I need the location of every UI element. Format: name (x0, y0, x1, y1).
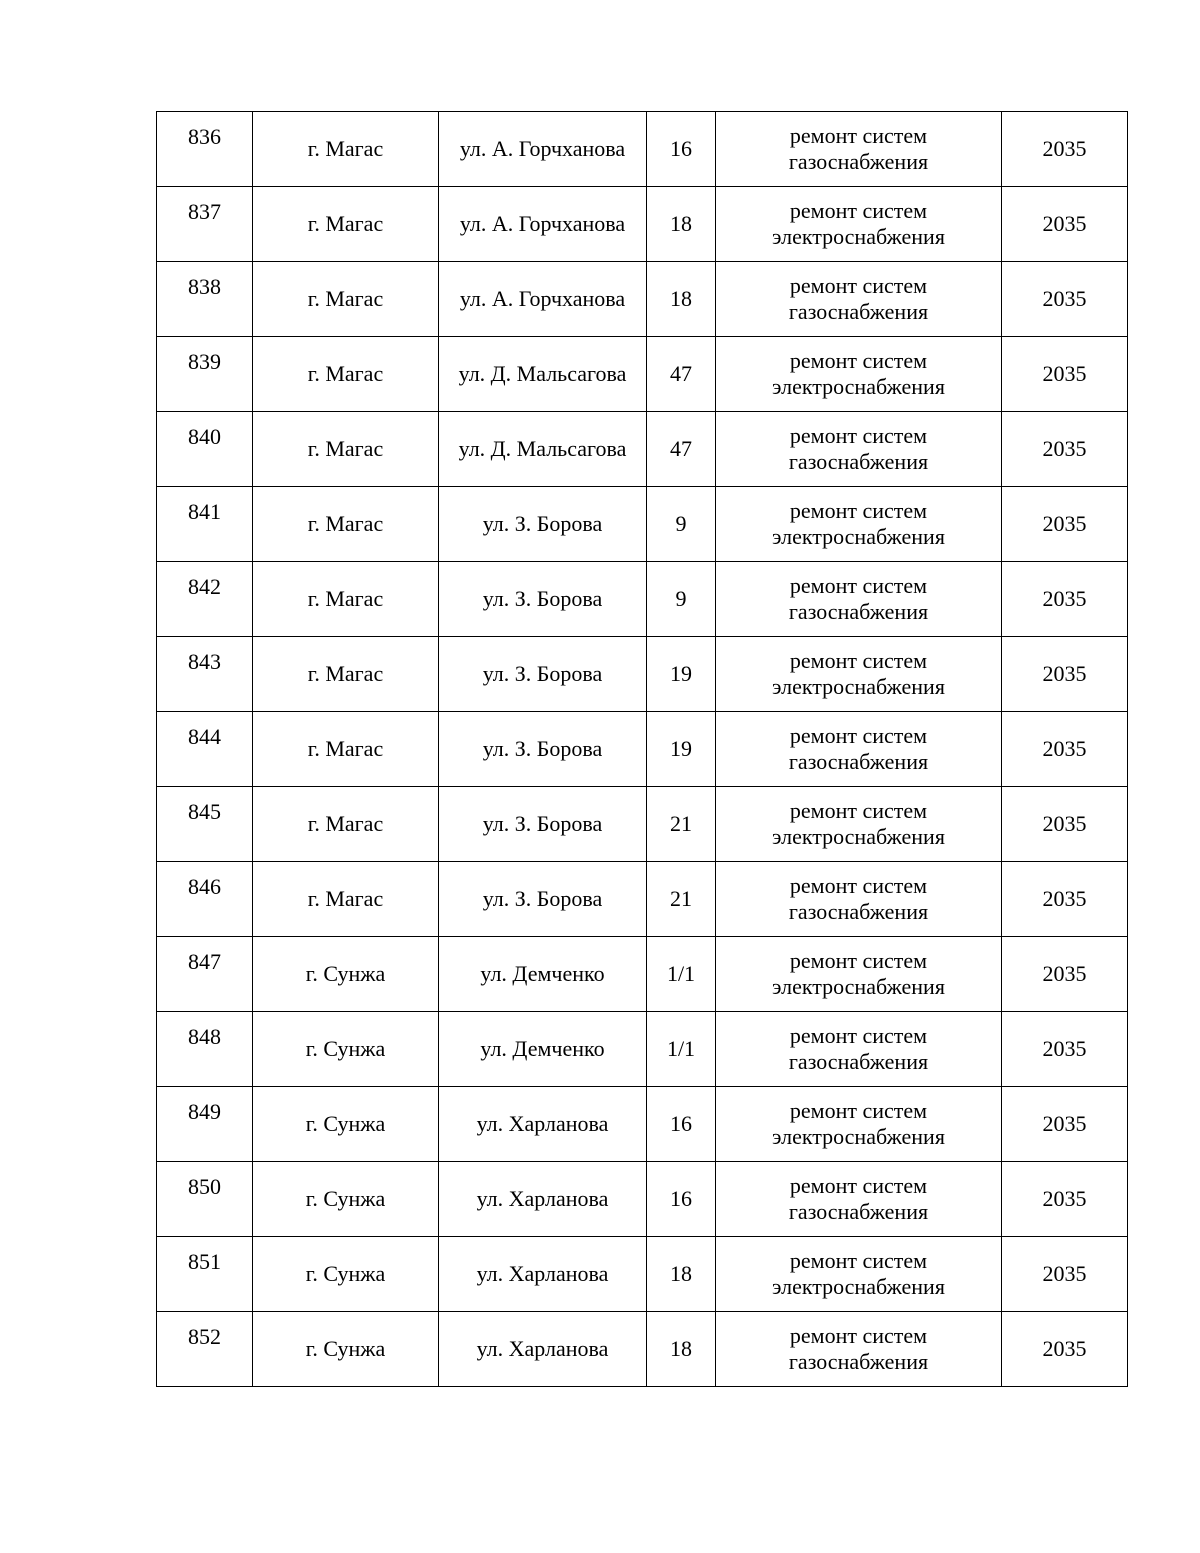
street-cell: ул. Харланова (439, 1162, 647, 1237)
house-number-cell: 19 (647, 637, 716, 712)
work-type-cell (716, 337, 1002, 412)
house-number-cell: 9 (647, 487, 716, 562)
work-type-line: ремонт систем (789, 723, 928, 748)
table-row (157, 487, 1128, 562)
work-type-line: ремонт систем (789, 648, 928, 673)
year-cell: 2035 (1002, 1312, 1128, 1387)
house-number-cell: 18 (647, 1237, 716, 1312)
year-cell: 2035 (1002, 562, 1128, 637)
street-cell: ул. А. Горчханова (439, 112, 647, 187)
row-number-cell: 848 (157, 1012, 253, 1087)
work-system-line: электроснабжения (772, 524, 945, 549)
work-system-line: газоснабжения (788, 149, 929, 174)
street-cell: ул. З. Борова (439, 487, 647, 562)
work-system-line: электроснабжения (772, 974, 945, 999)
work-system-line: газоснабжения (788, 599, 929, 624)
table-row (157, 262, 1128, 337)
table-row (157, 562, 1128, 637)
year-cell: 2035 (1002, 112, 1128, 187)
work-type-cell (716, 712, 1002, 787)
city-cell: г. Сунжа (253, 1012, 439, 1087)
work-type-line: ремонт систем (789, 873, 928, 898)
work-type-cell (716, 937, 1002, 1012)
table-row (157, 1312, 1128, 1387)
table-row (157, 862, 1128, 937)
row-number-cell: 839 (157, 337, 253, 412)
table-row (157, 1087, 1128, 1162)
year-cell: 2035 (1002, 487, 1128, 562)
row-number-cell: 844 (157, 712, 253, 787)
year-cell: 2035 (1002, 937, 1128, 1012)
city-cell: г. Сунжа (253, 1237, 439, 1312)
year-cell: 2035 (1002, 1087, 1128, 1162)
work-type-line: ремонт систем (789, 948, 928, 973)
house-number-cell: 9 (647, 562, 716, 637)
row-number-cell: 852 (157, 1312, 253, 1387)
work-type-cell (716, 1087, 1002, 1162)
work-type-line: ремонт систем (789, 498, 928, 523)
table-row (157, 787, 1128, 862)
work-type-cell (716, 787, 1002, 862)
work-type-line: ремонт систем (789, 123, 928, 148)
street-cell: ул. Харланова (439, 1312, 647, 1387)
work-type-line: ремонт систем (789, 198, 928, 223)
work-type-line: ремонт систем (789, 348, 928, 373)
table-row (157, 637, 1128, 712)
work-type-line: ремонт систем (789, 1248, 928, 1273)
city-cell: г. Магас (253, 187, 439, 262)
table-row (157, 937, 1128, 1012)
row-number-cell: 845 (157, 787, 253, 862)
work-type-line: ремонт систем (789, 798, 928, 823)
year-cell: 2035 (1002, 1012, 1128, 1087)
work-type-line: ремонт систем (789, 1023, 928, 1048)
work-type-cell (716, 1237, 1002, 1312)
year-cell: 2035 (1002, 262, 1128, 337)
work-system-line: электроснабжения (772, 224, 945, 249)
city-cell: г. Магас (253, 412, 439, 487)
work-system-line: газоснабжения (788, 1199, 929, 1224)
city-cell: г. Магас (253, 637, 439, 712)
house-number-cell: 16 (647, 1087, 716, 1162)
house-number-cell: 16 (647, 112, 716, 187)
house-number-cell: 47 (647, 337, 716, 412)
year-cell: 2035 (1002, 187, 1128, 262)
work-type-cell (716, 412, 1002, 487)
work-type-cell (716, 1162, 1002, 1237)
house-number-cell: 16 (647, 1162, 716, 1237)
work-system-line: электроснабжения (772, 824, 945, 849)
work-type-line: ремонт систем (789, 1173, 928, 1198)
table-row (157, 337, 1128, 412)
table-row (157, 1012, 1128, 1087)
table-row (157, 412, 1128, 487)
work-type-cell (716, 562, 1002, 637)
row-number-cell: 840 (157, 412, 253, 487)
city-cell: г. Магас (253, 712, 439, 787)
year-cell: 2035 (1002, 1237, 1128, 1312)
work-type-cell (716, 1012, 1002, 1087)
work-type-cell (716, 112, 1002, 187)
city-cell: г. Магас (253, 787, 439, 862)
year-cell: 2035 (1002, 712, 1128, 787)
house-number-cell: 1/1 (647, 937, 716, 1012)
work-type-line: ремонт систем (789, 1323, 928, 1348)
table-row (157, 112, 1128, 187)
work-type-cell (716, 1312, 1002, 1387)
work-system-line: газоснабжения (788, 449, 929, 474)
work-system-line: электроснабжения (772, 1274, 945, 1299)
work-system-line: электроснабжения (772, 374, 945, 399)
house-number-cell: 18 (647, 187, 716, 262)
house-number-cell: 47 (647, 412, 716, 487)
street-cell: ул. А. Горчханова (439, 262, 647, 337)
house-number-cell: 21 (647, 862, 716, 937)
city-cell: г. Сунжа (253, 1087, 439, 1162)
row-number-cell: 842 (157, 562, 253, 637)
table-row (157, 187, 1128, 262)
street-cell: ул. Харланова (439, 1087, 647, 1162)
work-type-cell (716, 262, 1002, 337)
house-number-cell: 18 (647, 1312, 716, 1387)
city-cell: г. Магас (253, 487, 439, 562)
street-cell: ул. З. Борова (439, 862, 647, 937)
table-row (157, 1162, 1128, 1237)
row-number-cell: 847 (157, 937, 253, 1012)
work-type-cell (716, 862, 1002, 937)
street-cell: ул. З. Борова (439, 637, 647, 712)
street-cell: ул. Д. Мальсагова (439, 337, 647, 412)
year-cell: 2035 (1002, 412, 1128, 487)
city-cell: г. Магас (253, 562, 439, 637)
work-system-line: газоснабжения (788, 1349, 929, 1374)
row-number-cell: 843 (157, 637, 253, 712)
work-type-line: ремонт систем (789, 1098, 928, 1123)
work-system-line: газоснабжения (788, 299, 929, 324)
street-cell: ул. Д. Мальсагова (439, 412, 647, 487)
table-body (157, 112, 1128, 1387)
year-cell: 2035 (1002, 337, 1128, 412)
street-cell: ул. А. Горчханова (439, 187, 647, 262)
year-cell: 2035 (1002, 787, 1128, 862)
city-cell: г. Магас (253, 862, 439, 937)
row-number-cell: 838 (157, 262, 253, 337)
work-type-cell (716, 487, 1002, 562)
street-cell: ул. З. Борова (439, 562, 647, 637)
row-number-cell: 837 (157, 187, 253, 262)
work-system-line: электроснабжения (772, 1124, 945, 1149)
work-type-line: ремонт систем (789, 423, 928, 448)
street-cell: ул. Демченко (439, 1012, 647, 1087)
house-number-cell: 1/1 (647, 1012, 716, 1087)
street-cell: ул. З. Борова (439, 787, 647, 862)
city-cell: г. Сунжа (253, 937, 439, 1012)
work-system-line: газоснабжения (788, 1049, 929, 1074)
row-number-cell: 851 (157, 1237, 253, 1312)
city-cell: г. Магас (253, 262, 439, 337)
street-cell: ул. Харланова (439, 1237, 647, 1312)
work-system-line: газоснабжения (788, 899, 929, 924)
house-number-cell: 18 (647, 262, 716, 337)
work-system-line: электроснабжения (772, 674, 945, 699)
year-cell: 2035 (1002, 862, 1128, 937)
work-type-line: ремонт систем (789, 573, 928, 598)
city-cell: г. Сунжа (253, 1162, 439, 1237)
street-cell: ул. Демченко (439, 937, 647, 1012)
table-row (157, 1237, 1128, 1312)
street-cell: ул. З. Борова (439, 712, 647, 787)
repair-schedule-table (156, 111, 1128, 1387)
city-cell: г. Сунжа (253, 1312, 439, 1387)
work-type-line: ремонт систем (789, 273, 928, 298)
row-number-cell: 836 (157, 112, 253, 187)
house-number-cell: 21 (647, 787, 716, 862)
house-number-cell: 19 (647, 712, 716, 787)
work-type-cell (716, 187, 1002, 262)
year-cell: 2035 (1002, 1162, 1128, 1237)
row-number-cell: 846 (157, 862, 253, 937)
city-cell: г. Магас (253, 112, 439, 187)
row-number-cell: 849 (157, 1087, 253, 1162)
work-system-line: газоснабжения (788, 749, 929, 774)
year-cell: 2035 (1002, 637, 1128, 712)
city-cell: г. Магас (253, 337, 439, 412)
row-number-cell: 841 (157, 487, 253, 562)
row-number-cell: 850 (157, 1162, 253, 1237)
table-row (157, 712, 1128, 787)
work-type-cell (716, 637, 1002, 712)
